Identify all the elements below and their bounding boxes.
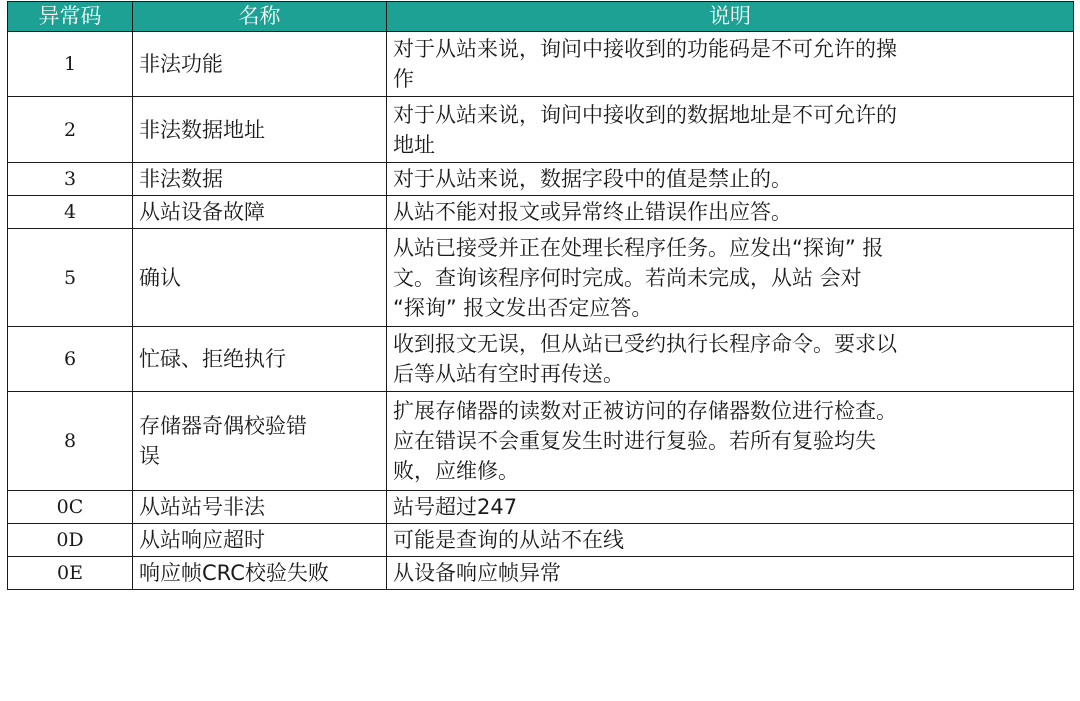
row-code: 2 [8,97,133,163]
table-row [8,163,1074,196]
table-row [8,491,1074,524]
row-description: 从站不能对报文或异常终止错误作出应答。 [387,196,1074,229]
row-name: 忙碌、拒绝执行 [133,327,387,392]
row-name: 存储器奇偶校验错 误 [133,392,387,491]
row-description: 可能是查询的从站不在线 [387,524,1074,557]
row-code: 0D [8,524,133,557]
header-description: 说明 [387,2,1074,32]
row-description: 站号超过247 [387,491,1074,524]
row-description: 对于从站来说，数据字段中的值是禁止的。 [387,163,1074,196]
row-code: 4 [8,196,133,229]
row-description: 扩展存储器的读数对正被访问的存储器数位进行检查。 应在错误不会重复发生时进行复验。若所有复验均失 败，应维修。 [387,392,1074,491]
row-description: 从设备响应帧异常 [387,557,1074,590]
header-code: 异常码 [8,2,133,32]
row-name: 从站设备故障 [133,196,387,229]
row-name: 非法数据地址 [133,97,387,163]
table-row [8,392,1074,491]
row-name: 非法数据 [133,163,387,196]
table-row [8,97,1074,163]
row-name: 从站响应超时 [133,524,387,557]
table-row [8,557,1074,590]
row-name: 响应帧CRC校验失败 [133,557,387,590]
row-name: 确认 [133,229,387,327]
row-name: 非法功能 [133,32,387,97]
table-row [8,196,1074,229]
row-code: 0E [8,557,133,590]
table-row [8,32,1074,97]
row-code: 3 [8,163,133,196]
table-row [8,229,1074,327]
row-code: 6 [8,327,133,392]
table-row [8,327,1074,392]
row-code: 0C [8,491,133,524]
row-description: 对于从站来说，询问中接收到的功能码是不可允许的操 作 [387,32,1074,97]
row-name: 从站站号非法 [133,491,387,524]
row-description: 从站已接受并正在处理长程序任务。应发出“探询” 报 文。查询该程序何时完成。若尚未完成，从站 会对 “探询” 报文发出否定应答。 [387,229,1074,327]
table-row [8,524,1074,557]
row-code: 1 [8,32,133,97]
exception-code-table [7,1,1074,590]
row-code: 5 [8,229,133,327]
header-name: 名称 [133,2,387,32]
table-header-row [8,2,1074,32]
row-code: 8 [8,392,133,491]
row-description: 收到报文无误，但从站已受约执行长程序命令。要求以 后等从站有空时再传送。 [387,327,1074,392]
row-description: 对于从站来说，询问中接收到的数据地址是不可允许的 地址 [387,97,1074,163]
